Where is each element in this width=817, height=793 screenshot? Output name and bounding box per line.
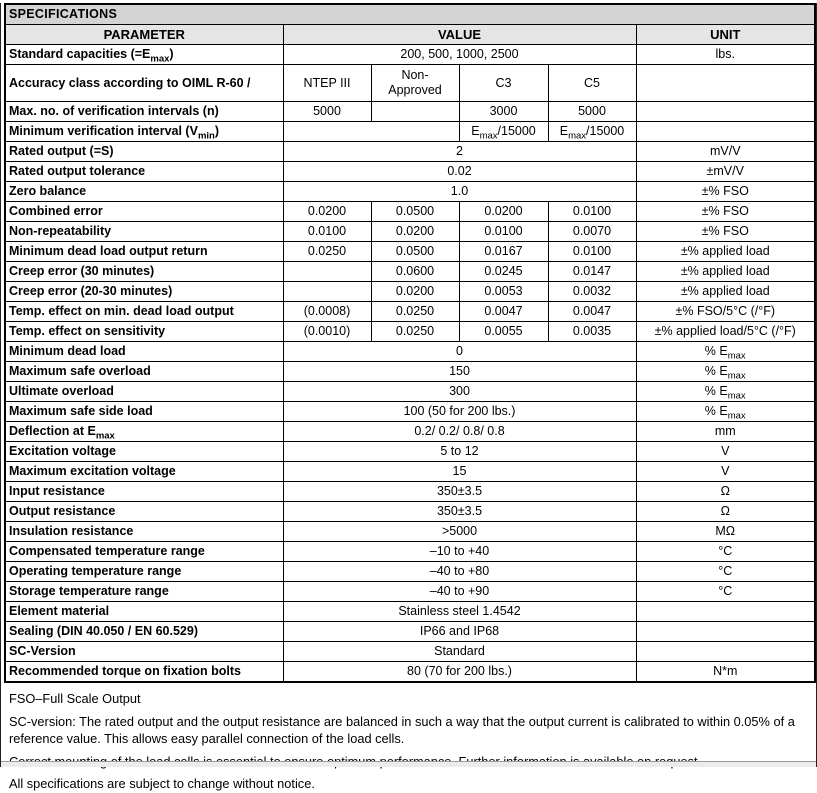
page-bottom-edge <box>1 761 816 767</box>
parameter-cell: Zero balance <box>5 182 283 202</box>
table-row <box>5 45 815 65</box>
value-cell: 300 <box>283 382 636 402</box>
value-cell: 0.0147 <box>548 262 636 282</box>
parameter-cell: Output resistance <box>5 502 283 522</box>
parameter-cell: Operating temperature range <box>5 562 283 582</box>
value-cell: 0.0032 <box>548 282 636 302</box>
unit-cell: % $E_{max}$ <box>636 362 815 382</box>
table-header-row <box>5 25 815 45</box>
value-cell: 0.0250 <box>371 302 459 322</box>
value-cell: Stainless steel 1.4542 <box>283 602 636 622</box>
footer-note-disclaimer: All specifications are subject to change without notice. <box>9 776 315 791</box>
footer-note-sc-version: SC-version: The rated output and the output resistance are balanced in such a way that the output current is calibrated to within 0.05% of a reference value. This allows easy parallel connection of the load cells. <box>9 713 795 746</box>
table-row <box>5 422 815 442</box>
value-cell: NTEP III <box>283 65 371 102</box>
column-header-value: VALUE <box>283 25 636 45</box>
parameter-cell: Rated output tolerance <box>5 162 283 182</box>
parameter-cell: Max. no. of verification intervals (n) <box>5 102 283 122</box>
value-cell <box>371 102 459 122</box>
value-cell: 0.0167 <box>459 242 548 262</box>
value-cell: 100 (50 for 200 lbs.) <box>283 402 636 422</box>
table-row <box>5 442 815 462</box>
unit-cell: Ω <box>636 502 815 522</box>
parameter-cell: Input resistance <box>5 482 283 502</box>
table-row <box>5 522 815 542</box>
unit-cell: Ω <box>636 482 815 502</box>
unit-cell: mV/V <box>636 142 815 162</box>
value-cell <box>283 262 371 282</box>
unit-cell: ±% FSO <box>636 202 815 222</box>
parameter-cell: Minimum verification interval $(V_{min})$ <box>5 122 283 142</box>
unit-cell: V <box>636 462 815 482</box>
unit-cell: lbs. <box>636 45 815 65</box>
parameter-cell: Standard capacities $(=E_{max})$ <box>5 45 283 65</box>
parameter-cell: Combined error <box>5 202 283 222</box>
table-row <box>5 662 815 683</box>
value-cell: 5 to 12 <box>283 442 636 462</box>
parameter-cell: Insulation resistance <box>5 522 283 542</box>
value-cell: 0.0070 <box>548 222 636 242</box>
table-row <box>5 462 815 482</box>
unit-cell: °C <box>636 542 815 562</box>
value-cell: Standard <box>283 642 636 662</box>
table-row <box>5 562 815 582</box>
value-cell: –40 to +90 <box>283 582 636 602</box>
unit-cell: % $E_{max}$ <box>636 342 815 362</box>
value-cell: 0.0047 <box>459 302 548 322</box>
unit-cell: N*m <box>636 662 815 683</box>
value-cell: $E_{max}/15000$ <box>548 122 636 142</box>
value-cell: 0.02 <box>283 162 636 182</box>
unit-cell: ±mV/V <box>636 162 815 182</box>
value-cell: 0.0200 <box>459 202 548 222</box>
table-title: SPECIFICATIONS <box>5 4 815 25</box>
value-cell: 0.2/ 0.2/ 0.8/ 0.8 <box>283 422 636 442</box>
unit-cell <box>636 602 815 622</box>
unit-cell: °C <box>636 582 815 602</box>
parameter-cell: Minimum dead load output return <box>5 242 283 262</box>
value-cell: 0 <box>283 342 636 362</box>
value-cell: 0.0053 <box>459 282 548 302</box>
value-cell: 200, 500, 1000, 2500 <box>283 45 636 65</box>
value-cell: 0.0500 <box>371 202 459 222</box>
value-cell: –40 to +80 <box>283 562 636 582</box>
value-cell: C3 <box>459 65 548 102</box>
value-cell: 0.0200 <box>371 222 459 242</box>
unit-cell: ±% applied load <box>636 242 815 262</box>
value-cell: 15 <box>283 462 636 482</box>
table-row <box>5 622 815 642</box>
parameter-cell: Minimum dead load <box>5 342 283 362</box>
footer-note-fso: FSO–Full Scale Output <box>9 691 141 706</box>
unit-cell: ±% applied load/5°C (/°F) <box>636 322 815 342</box>
parameter-cell: Element material <box>5 602 283 622</box>
table-row <box>5 122 815 142</box>
value-cell: 0.0047 <box>548 302 636 322</box>
table-row <box>5 482 815 502</box>
unit-cell <box>636 102 815 122</box>
table-row <box>5 402 815 422</box>
unit-cell: mm <box>636 422 815 442</box>
value-cell: Non- Approved <box>371 65 459 102</box>
value-cell: >5000 <box>283 522 636 542</box>
value-cell: 350±3.5 <box>283 482 636 502</box>
parameter-cell: Temp. effect on min. dead load output <box>5 302 283 322</box>
datasheet-page <box>0 3 817 791</box>
table-row <box>5 162 815 182</box>
table-row <box>5 502 815 522</box>
value-cell: 350±3.5 <box>283 502 636 522</box>
unit-cell <box>636 622 815 642</box>
unit-cell: % $E_{max}$ <box>636 382 815 402</box>
parameter-cell: Maximum safe side load <box>5 402 283 422</box>
table-row <box>5 102 815 122</box>
parameter-cell: Creep error (20-30 minutes) <box>5 282 283 302</box>
table-row <box>5 322 815 342</box>
footer-notes <box>9 690 816 793</box>
table-row <box>5 582 815 602</box>
parameter-cell: Sealing (DIN 40.050 / EN 60.529) <box>5 622 283 642</box>
value-cell: (0.0008) <box>283 302 371 322</box>
value-cell: 0.0500 <box>371 242 459 262</box>
table-row <box>5 382 815 402</box>
parameter-cell: Deflection at $E_{max}$ <box>5 422 283 442</box>
table-row <box>5 202 815 222</box>
value-cell: 0.0100 <box>459 222 548 242</box>
value-cell: 0.0200 <box>283 202 371 222</box>
table-row <box>5 242 815 262</box>
unit-cell: ±% FSO <box>636 222 815 242</box>
value-cell <box>283 122 459 142</box>
table-row <box>5 542 815 562</box>
value-cell: 0.0100 <box>283 222 371 242</box>
parameter-cell: Recommended torque on fixation bolts <box>5 662 283 683</box>
value-cell: 2 <box>283 142 636 162</box>
unit-cell <box>636 122 815 142</box>
value-cell: 0.0100 <box>548 242 636 262</box>
unit-cell: ±% applied load <box>636 262 815 282</box>
table-row <box>5 602 815 622</box>
value-cell: 0.0250 <box>283 242 371 262</box>
value-cell: 0.0600 <box>371 262 459 282</box>
parameter-cell: Maximum excitation voltage <box>5 462 283 482</box>
table-title-row <box>5 4 815 25</box>
unit-cell <box>636 65 815 102</box>
value-cell: 0.0100 <box>548 202 636 222</box>
table-row <box>5 302 815 322</box>
value-cell: (0.0010) <box>283 322 371 342</box>
unit-cell <box>636 642 815 662</box>
unit-cell: % $E_{max}$ <box>636 402 815 422</box>
table-row <box>5 262 815 282</box>
value-cell <box>283 282 371 302</box>
parameter-cell: Creep error (30 minutes) <box>5 262 283 282</box>
value-cell: 5000 <box>283 102 371 122</box>
table-row <box>5 65 815 102</box>
table-row <box>5 182 815 202</box>
spec-table-body <box>5 45 815 683</box>
parameter-cell: Temp. effect on sensitivity <box>5 322 283 342</box>
value-cell: 80 (70 for 200 lbs.) <box>283 662 636 683</box>
parameter-cell: Rated output (=S) <box>5 142 283 162</box>
value-cell: 0.0035 <box>548 322 636 342</box>
value-cell: C5 <box>548 65 636 102</box>
table-row <box>5 222 815 242</box>
table-row <box>5 642 815 662</box>
value-cell: IP66 and IP68 <box>283 622 636 642</box>
parameter-cell: Accuracy class according to OIML R-60 / <box>5 65 283 102</box>
value-cell: 0.0055 <box>459 322 548 342</box>
parameter-cell: Ultimate overload <box>5 382 283 402</box>
value-cell: –10 to +40 <box>283 542 636 562</box>
value-cell: 0.0245 <box>459 262 548 282</box>
column-header-parameter: PARAMETER <box>5 25 283 45</box>
unit-cell: ±% FSO <box>636 182 815 202</box>
parameter-cell: Compensated temperature range <box>5 542 283 562</box>
table-row <box>5 362 815 382</box>
unit-cell: °C <box>636 562 815 582</box>
unit-cell: ±% FSO/5°C (/°F) <box>636 302 815 322</box>
table-row <box>5 142 815 162</box>
value-cell: 1.0 <box>283 182 636 202</box>
value-cell: 150 <box>283 362 636 382</box>
unit-cell: MΩ <box>636 522 815 542</box>
parameter-cell: Non-repeatability <box>5 222 283 242</box>
value-cell: 5000 <box>548 102 636 122</box>
value-cell: 0.0250 <box>371 322 459 342</box>
parameter-cell: Maximum safe overload <box>5 362 283 382</box>
value-cell: 0.0200 <box>371 282 459 302</box>
table-row <box>5 342 815 362</box>
table-row <box>5 282 815 302</box>
unit-cell: V <box>636 442 815 462</box>
column-header-unit: UNIT <box>636 25 815 45</box>
value-cell: 3000 <box>459 102 548 122</box>
unit-cell: ±% applied load <box>636 282 815 302</box>
parameter-cell: SC-Version <box>5 642 283 662</box>
parameter-cell: Storage temperature range <box>5 582 283 602</box>
parameter-cell: Excitation voltage <box>5 442 283 462</box>
value-cell: $E_{max}/15000$ <box>459 122 548 142</box>
specifications-table <box>4 3 816 683</box>
